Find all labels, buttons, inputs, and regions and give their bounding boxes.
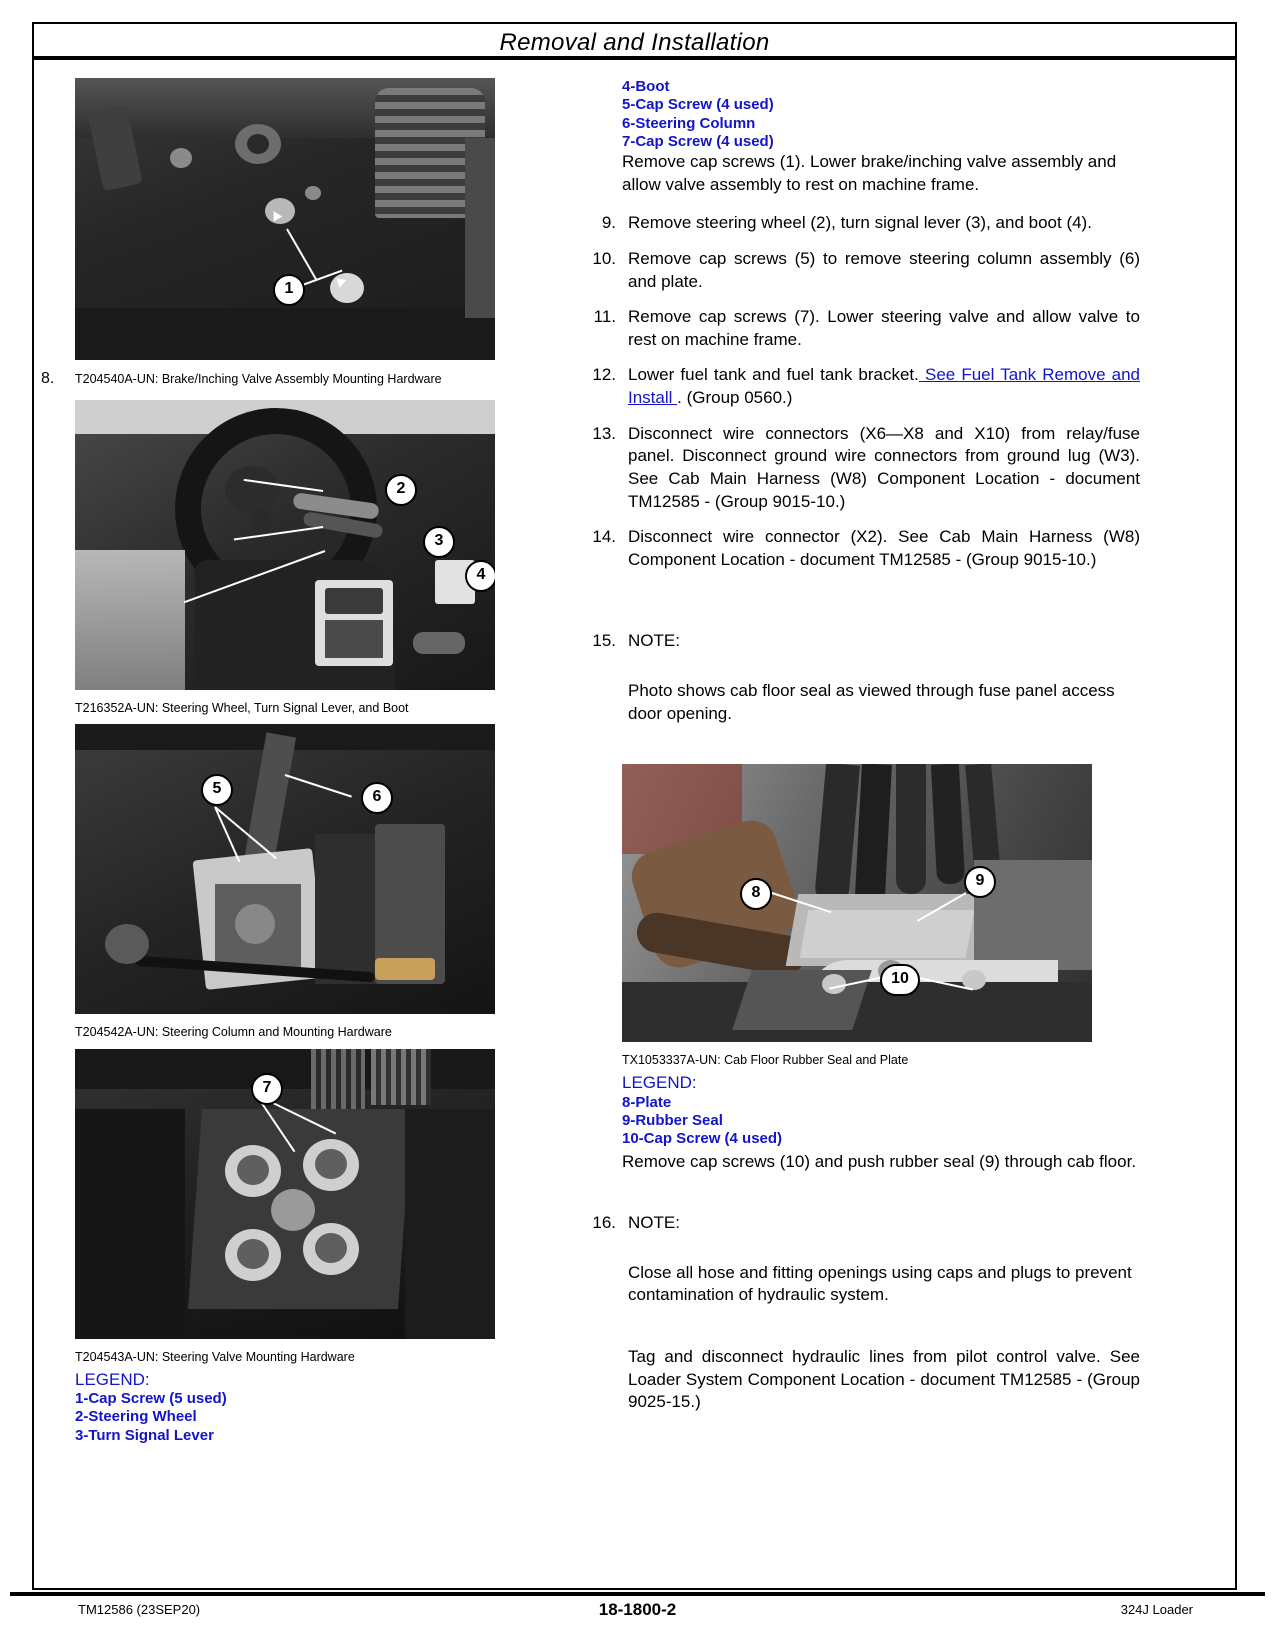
callout-1: 1 [273,274,305,306]
footer-document-number: TM12586 (23SEP20) [78,1602,201,1617]
figure-caption-row-1 [41,370,565,388]
step-12-number: 12. [592,365,616,385]
callout-10: 10 [880,964,920,996]
step-10-text: Remove cap screws (5) to remove steering column assembly (6) and plate. [628,249,1140,291]
note-16-body: Close all hose and fitting openings using caps and plugs to prevent contamination of hydraulic system. [628,1262,1132,1305]
step-14-text: Disconnect wire connector (X2). See Cab Main Harness (W8) Component Location - document TM12585 - (Group 9015-10.) [628,527,1140,569]
footer-page-number: 18-1800-2 [598,1600,677,1619]
step-9-number: 9. [601,213,616,233]
photo-steering-valve [75,1049,495,1339]
figure-steering-valve [75,1049,565,1365]
figure-caption-3: T204542A-UN: Steering Column and Mounting Hardware [75,1025,392,1040]
left-legend-item-1: 1-Cap Screw (5 used) [75,1390,227,1407]
step-16-number: 16. [592,1213,616,1233]
figure-cab-floor-seal [580,764,1140,1173]
footer-divider [10,1592,1265,1596]
figure-caption-2: T216352A-UN: Steering Wheel, Turn Signal Lever, and Boot [75,701,409,715]
callout-5: 5 [201,774,233,806]
steps-list [580,212,1140,725]
figure-caption-cab-floor: TX1053337A-UN: Cab Floor Rubber Seal and Plate [622,1053,909,1068]
step-12-text-before: Lower fuel tank and fuel tank bracket. [628,365,919,385]
spacer-note-16 [580,1248,1140,1262]
lead-paragraph: Remove cap screws (1). Lower brake/inching valve assembly and allow valve assembly to rest on machine frame. [622,152,1117,194]
right-legend-item-10: 10-Cap Screw (4 used) [622,1130,783,1148]
callout-8: 8 [740,878,772,910]
spacer-before-note-15 [580,584,1140,630]
footer-machine-model: 324J Loader [1120,1602,1193,1617]
figure-caption-1: T204540A-UN: Brake/Inching Valve Assembly Mounting Hardware [75,372,442,386]
callout-2: 2 [385,474,417,506]
page-header [32,22,1237,60]
right-legend-bottom [622,1072,1140,1148]
photo-cab-floor-seal [622,764,1092,1042]
left-legend-item-3: 3-Turn Signal Lever [75,1426,214,1444]
step-9-text: Remove steering wheel (2), turn signal lever (3), and boot (4). [628,213,1092,233]
page-title: Removal and Installation [499,29,770,56]
step-10-number: 10. [592,249,616,269]
step-12 [580,364,1140,409]
step-number-8: 8. [41,370,55,387]
left-legend-item-2: 2-Steering Wheel [75,1408,197,1426]
step-13-text: Disconnect wire connectors (X6—X8 and X10) from relay/fuse panel. Disconnect ground wire connectors from ground lug (W3). See Cab Main Harness (W8) Component Location - document TM12585 - (Group 9015-10.) [628,423,1140,511]
right-legend-item-7: 7-Cap Screw (4 used) [622,132,774,150]
step-11-number: 11. [593,307,616,327]
right-legend-heading: LEGEND: [622,1073,697,1093]
step-13-number: 13. [592,423,616,443]
fuel-tank-remove-install-link[interactable]: See Fuel Tank Remove and Install [628,365,1141,408]
right-legend-item-8: 8-Plate [622,1093,672,1111]
step-11-text: Remove cap screws (7). Lower steering valve and allow valve to rest on machine frame. [628,307,1140,349]
callout-6: 6 [361,782,393,814]
step-15 [580,630,1140,653]
right-legend-item-9: 9-Rubber Seal [622,1111,723,1129]
callout-9: 9 [964,866,996,898]
photo-steering-column [75,724,495,1014]
spacer-note-16b [580,1320,1140,1346]
right-legend-top [580,78,1140,196]
step-13 [580,423,1140,513]
figure-caption-4: T204543A-UN: Steering Valve Mounting Hardware [75,1349,355,1364]
after-legend-paragraph: Remove cap screws (10) and push rubber seal (9) through cab floor. [622,1151,1137,1171]
step-16-note-label: NOTE: [628,1213,680,1233]
callout-4: 4 [465,560,495,592]
spacer-before-figure [580,738,1140,764]
step-9 [580,212,1140,235]
note-16-body-2: Tag and disconnect hydraulic lines from pilot control valve. See Loader System Component Location - document TM12585 - (Group 9025-15.) [628,1346,1140,1412]
left-legend-heading: LEGEND: [75,1369,150,1389]
page-footer [10,1600,1265,1630]
step-15-number: 15. [592,631,616,651]
right-legend-item-4: 4-Boot [622,78,670,95]
right-column [580,78,1140,1427]
step-15-note-label: NOTE: [628,631,680,651]
callout-7: 7 [251,1073,283,1105]
right-legend-item-5: 5-Cap Screw (4 used) [622,96,774,114]
step-14-number: 14. [592,527,616,547]
left-column [41,78,565,1445]
step-16 [580,1212,1140,1235]
right-legend-item-6: 6-Steering Column [622,114,756,132]
figure-steering-column [75,724,565,1040]
left-legend [75,1369,565,1445]
callout-3: 3 [423,526,455,558]
spacer-before-note-16 [580,1186,1140,1212]
figure-brake-inching-valve [41,78,565,388]
step-12-text-after: . (Group 0560.) [677,388,793,408]
step-10 [580,248,1140,293]
step-11 [580,306,1140,351]
spacer-note-15 [580,666,1140,680]
step-14 [580,526,1140,571]
photo-brake-inching-valve [75,78,495,360]
figure-steering-wheel [75,400,565,716]
note-15-body: Photo shows cab floor seal as viewed through fuse panel access door opening. [628,680,1115,723]
photo-steering-wheel [75,400,495,690]
